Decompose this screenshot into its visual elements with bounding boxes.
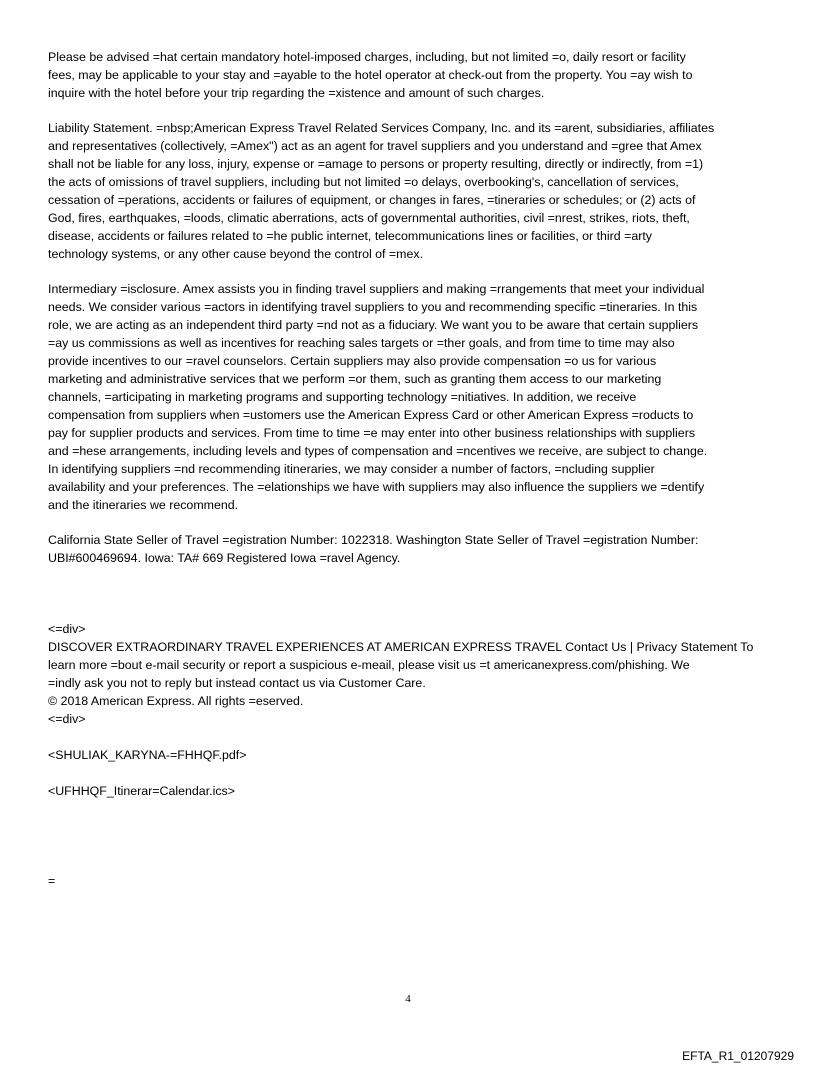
text-line: marketing and administrative services that we perform =or them, such as granting them access to our marketing xyxy=(48,372,662,386)
text-line: and =hese arrangements, including levels and types of compensation and =ncentives we receive, are subject to change. xyxy=(48,444,708,458)
div-close-tag: <=div> xyxy=(48,712,86,726)
text-line: California State Seller of Travel =egistration Number: 1022318. Washington State Seller of Travel =egistration Number: xyxy=(48,533,699,547)
text-line: compensation from suppliers when =ustomers use the American Express Card or other American Express =roducts to xyxy=(48,408,694,422)
text-line: UBI#600469694. Iowa: TA# 669 Registered Iowa =ravel Agency. xyxy=(48,551,401,565)
text-line: shall not be liable for any loss, injury, expense or =amage to persons or property resulting, directly or indirectly, from =1) xyxy=(48,157,704,171)
text-line: Please be advised =hat certain mandatory hotel-imposed charges, including, but not limited =o, daily resort or facility xyxy=(48,50,686,64)
text-line: God, fires, earthquakes, =loods, climatic aberrations, acts of governmental authorities, civil =nrest, strikes, riots, theft, xyxy=(48,211,690,225)
text-line: =ay us commissions as well as incentives for reaching sales targets or =ther goals, and from time to time may also xyxy=(48,336,675,350)
text-line: provide incentives to our =ravel counselors. Certain suppliers may also provide compensation =o us for various xyxy=(48,354,657,368)
text-line: availability and your preferences. The =elationships we have with suppliers may also influence the suppliers we =dentify xyxy=(48,480,705,494)
text-line: and representatives (collectively, =Amex") act as an agent for travel suppliers and you understand and =gree that Amex xyxy=(48,139,702,153)
document-id: EFTA_R1_01207929 xyxy=(682,1049,794,1063)
text-line: role, we are acting as an independent third party =nd not as a fiduciary. We want you to be aware that certain suppliers xyxy=(48,318,699,332)
liability-statement-paragraph xyxy=(48,119,770,263)
text-line: needs. We consider various =actors in identifying travel suppliers to you and recommending specific =tineraries. In this xyxy=(48,300,698,314)
text-line: fees, may be applicable to your stay and =ayable to the hotel operator at check-out from the property. You =ay wish to xyxy=(48,68,693,82)
text-line: and the itineraries we recommend. xyxy=(48,498,239,512)
text-line: channels, =articipating in marketing programs and supporting technology =nitiatives. In addition, we receive xyxy=(48,390,637,404)
text-line: Liability Statement. =nbsp;American Express Travel Related Services Company, Inc. and its =arent, subsidiaries, affiliates xyxy=(48,121,715,135)
attachment-pdf xyxy=(48,746,770,764)
footer-line: learn more =bout e-mail security or report a suspicious e-meail, please visit us =t americanexpress.com/phishing. We xyxy=(48,658,690,672)
email-footer xyxy=(48,620,770,728)
attachment-ics xyxy=(48,782,770,800)
hotel-charges-paragraph xyxy=(48,48,770,102)
attachment-filename: <UFHHQF_Itinerar=Calendar.ics> xyxy=(48,784,235,798)
trailing-char: = xyxy=(48,874,56,888)
copyright-line: © 2018 American Express. All rights =eserved. xyxy=(48,694,304,708)
div-open-tag: <=div> xyxy=(48,622,86,636)
text-line: inquire with the hotel before your trip regarding the =xistence and amount of such charges. xyxy=(48,86,545,100)
text-line: Intermediary =isclosure. Amex assists you in finding travel suppliers and making =rrangements that meet your individual xyxy=(48,282,705,296)
text-line: pay for supplier products and services. From time to time =e may enter into other business relationships with suppliers xyxy=(48,426,696,440)
page-number: 4 xyxy=(405,993,411,1005)
text-line: disease, accidents or failures related to =he public internet, telecommunications lines or facilities, or third =arty xyxy=(48,229,653,243)
email-body xyxy=(48,48,770,908)
seller-of-travel-paragraph xyxy=(48,531,770,567)
footer-line: DISCOVER EXTRAORDINARY TRAVEL EXPERIENCES AT AMERICAN EXPRESS TRAVEL Contact Us | Privacy Statement To xyxy=(48,640,754,654)
text-line: In identifying suppliers =nd recommending itineraries, we may consider a number of factors, =ncluding supplier xyxy=(48,462,655,476)
text-line: the acts of omissions of travel suppliers, including but not limited =o delays, overbooking's, cancellation of services, xyxy=(48,175,679,189)
attachment-filename: <SHULIAK_KARYNA-=FHHQF.pdf> xyxy=(48,748,247,762)
intermediary-disclosure-paragraph xyxy=(48,280,770,514)
text-line: technology systems, or any other cause beyond the control of =mex. xyxy=(48,247,424,261)
footer-line: =indly ask you not to reply but instead contact us via Customer Care. xyxy=(48,676,426,690)
text-line: cessation of =perations, accidents or failures of equipment, or changes in fares, =tineraries or schedules; or (2) acts of xyxy=(48,193,696,207)
